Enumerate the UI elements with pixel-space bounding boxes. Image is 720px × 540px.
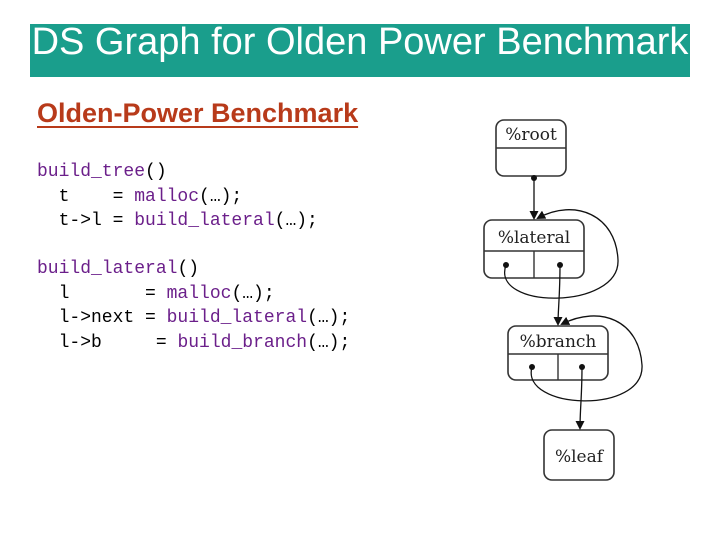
slide-subtitle: Olden-Power Benchmark: [37, 98, 359, 128]
code-block-build-tree: build_tree() t = malloc(…); t->l = build_lateral(…);: [37, 162, 318, 231]
code-line: l->b = build_branch(…);: [37, 332, 351, 353]
ds-graph-diagram: [470, 110, 670, 490]
title-bar: [30, 24, 690, 77]
code-line: t->l = build_lateral(…);: [37, 211, 318, 231]
node-label-branch: %branch: [519, 332, 597, 352]
node-label-leaf: %leaf: [554, 447, 604, 467]
node-label-lateral: %lateral: [497, 228, 571, 248]
code-line: l = malloc(…);: [37, 283, 275, 304]
code-func-name: build_lateral: [37, 259, 178, 279]
edge-root-lateral: [531, 175, 537, 218]
node-branch: [508, 326, 608, 380]
code-line: t = malloc(…);: [37, 186, 243, 207]
slide-title: DS Graph for Olden Power Benchmark: [31, 24, 689, 63]
node-label-root: %root: [505, 125, 557, 145]
node-root: [496, 120, 566, 176]
code-block-build-lateral: build_lateral() l = malloc(…); l->next = build_lateral(…); l->b = build_branch(…);: [37, 259, 351, 353]
node-lateral: [484, 220, 584, 278]
code-func-name: build_tree: [37, 162, 146, 182]
node-leaf: [544, 430, 614, 480]
code-line: l->next = build_lateral(…);: [37, 308, 351, 328]
